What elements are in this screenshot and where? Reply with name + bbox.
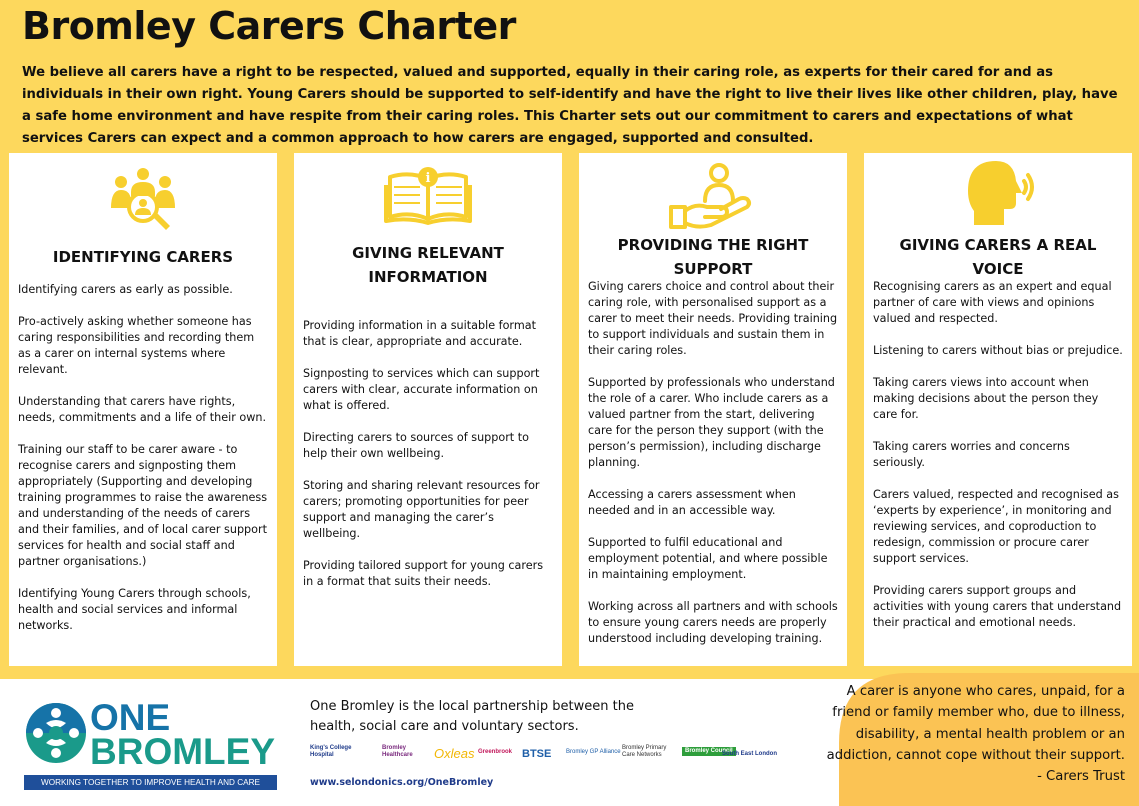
card-body	[588, 279, 839, 663]
list-item: Pro-actively asking whether someone has caring responsibilities and recording them as a carer on internal systems where relevant.	[18, 315, 255, 376]
svg-text:i: i	[425, 171, 431, 186]
list-item: Identifying carers as early as possible.	[18, 283, 233, 296]
logo-tagline: WORKING TOGETHER TO IMPROVE HEALTH AND CARE	[24, 775, 277, 790]
card-body	[873, 279, 1124, 647]
list-item: Carers valued, respected and recognised as ‘experts by experience’, in monitoring and reviewing services, and coproduction to redesign, commission or procure carer support services.	[873, 488, 1119, 565]
list-item: Providing information in a suitable format that is clear, appropriate and accurate.	[303, 319, 536, 348]
list-item: Directing carers to sources of support to help their own wellbeing.	[303, 431, 529, 460]
card-body	[303, 318, 554, 606]
partner-logo: King's College Hospital	[310, 745, 352, 758]
quote-text: A carer is anyone who cares, unpaid, for a friend or family member who, due to illness, disability, a mental health problem or an addiction, cannot cope without their support.	[826, 684, 1125, 763]
info-book-icon	[382, 165, 474, 225]
logo-line-2: BROMLEY	[90, 731, 275, 772]
partner-logo: Oxleas	[434, 746, 475, 761]
list-item: Taking carers views into account when making decisions about the person they care for.	[873, 376, 1099, 421]
partner-logo: Greenbrook	[478, 749, 513, 755]
list-item: Working across all partners and with schools to ensure young carers needs are properly understood including developing training.	[588, 600, 838, 645]
list-item: Giving carers choice and control about their caring role, with personalised support as a carer to meet their needs. Providing training to support individuals and sustain them in their caring roles.	[588, 280, 838, 357]
list-item: Supported by professionals who understand the role of a carer. Who include carers as a valued partner from the start, delivering care for the person they support (with the person’s permission), including discharge planning.	[588, 376, 835, 469]
partner-logo: Bromley Healthcare	[382, 745, 413, 758]
card-giving-relevant-information	[294, 153, 562, 666]
list-item: Providing carers support groups and activities with young carers that understand their practical and emotional needs.	[873, 584, 1122, 629]
list-item: Listening to carers without bias or prejudice.	[873, 344, 1123, 357]
partnership-description: One Bromley is the local partnership between the health, social care and voluntary sectors.	[310, 699, 634, 734]
card-providing-the-right-support	[579, 153, 847, 666]
list-item: Identifying Young Carers through schools, health and social services and informal networks.	[18, 587, 251, 632]
one-bromley-emblem-icon	[24, 701, 88, 765]
card-heading: PROVIDING THE RIGHT SUPPORT	[617, 236, 809, 278]
list-item: Training our staff to be carer aware - to recognise carers and signposting them appropriately (Supporting and developing training programmes to raise the awareness and understanding of the needs of carers and their families, and of local carer support services for health and social staff and partner organisations.)	[18, 443, 268, 568]
card-heading: GIVING CARERS A REAL VOICE	[899, 236, 1097, 278]
list-item: Signposting to services which can support carers with clear, accurate information on what is offered.	[303, 367, 540, 412]
one-bromley-logo	[24, 695, 284, 795]
page-title: Bromley Carers Charter	[22, 4, 516, 48]
list-item: Providing tailored support for young carers in a format that suits their needs.	[303, 559, 544, 588]
partner-logo: South East London	[722, 751, 777, 757]
list-item: Storing and sharing relevant resources for carers; promoting opportunities for peer support and managing the carer’s wellbeing.	[303, 479, 540, 540]
list-item: Understanding that carers have rights, needs, commitments and a life of their own.	[18, 395, 267, 424]
list-item: Supported to fulfil educational and employment potential, and where possible in maintaining employment.	[588, 536, 828, 581]
hand-person-icon	[667, 157, 759, 233]
card-heading: GIVING RELEVANT INFORMATION	[352, 244, 504, 286]
intro-paragraph: We believe all carers have a right to be respected, valued and supported, equally in their caring role, as experts for their cared for and as individuals in their own right. Young Carers should be supported to self-identify and have the right to live their lives like other children, play, have a safe home environment and have respite from their caring roles. This Charter sets out our commitment to carers and expectations of what services Carers can expect and a common approach to how carers are engaged, supported and consulted.	[22, 65, 1118, 146]
website-link[interactable]: www.selondonics.org/OneBromley	[310, 777, 494, 788]
list-item: Accessing a carers assessment when needed and in an accessible way.	[588, 488, 796, 517]
card-heading: IDENTIFYING CARERS	[52, 248, 234, 266]
partner-logo: BTSE	[522, 748, 552, 760]
carer-definition-quote	[825, 681, 1125, 787]
people-search-icon	[105, 162, 181, 238]
card-giving-carers-a-real-voice	[864, 153, 1132, 666]
quote-source: - Carers Trust	[1037, 769, 1125, 785]
card-body	[18, 282, 269, 650]
partner-logo: Bromley GP Alliance	[566, 749, 621, 755]
list-item: Taking carers worries and concerns seriously.	[873, 440, 1070, 469]
partner-logo: Bromley Primary Care Networks	[622, 745, 667, 758]
logo-line-1: ONE	[90, 697, 171, 738]
speaking-head-icon	[958, 157, 1038, 229]
partner-logo: Bromley Council	[682, 747, 736, 756]
list-item: Recognising carers as an expert and equal partner of care with views and opinions valued and respected.	[873, 280, 1112, 325]
partner-logos	[310, 745, 790, 767]
card-identifying-carers	[9, 153, 277, 666]
